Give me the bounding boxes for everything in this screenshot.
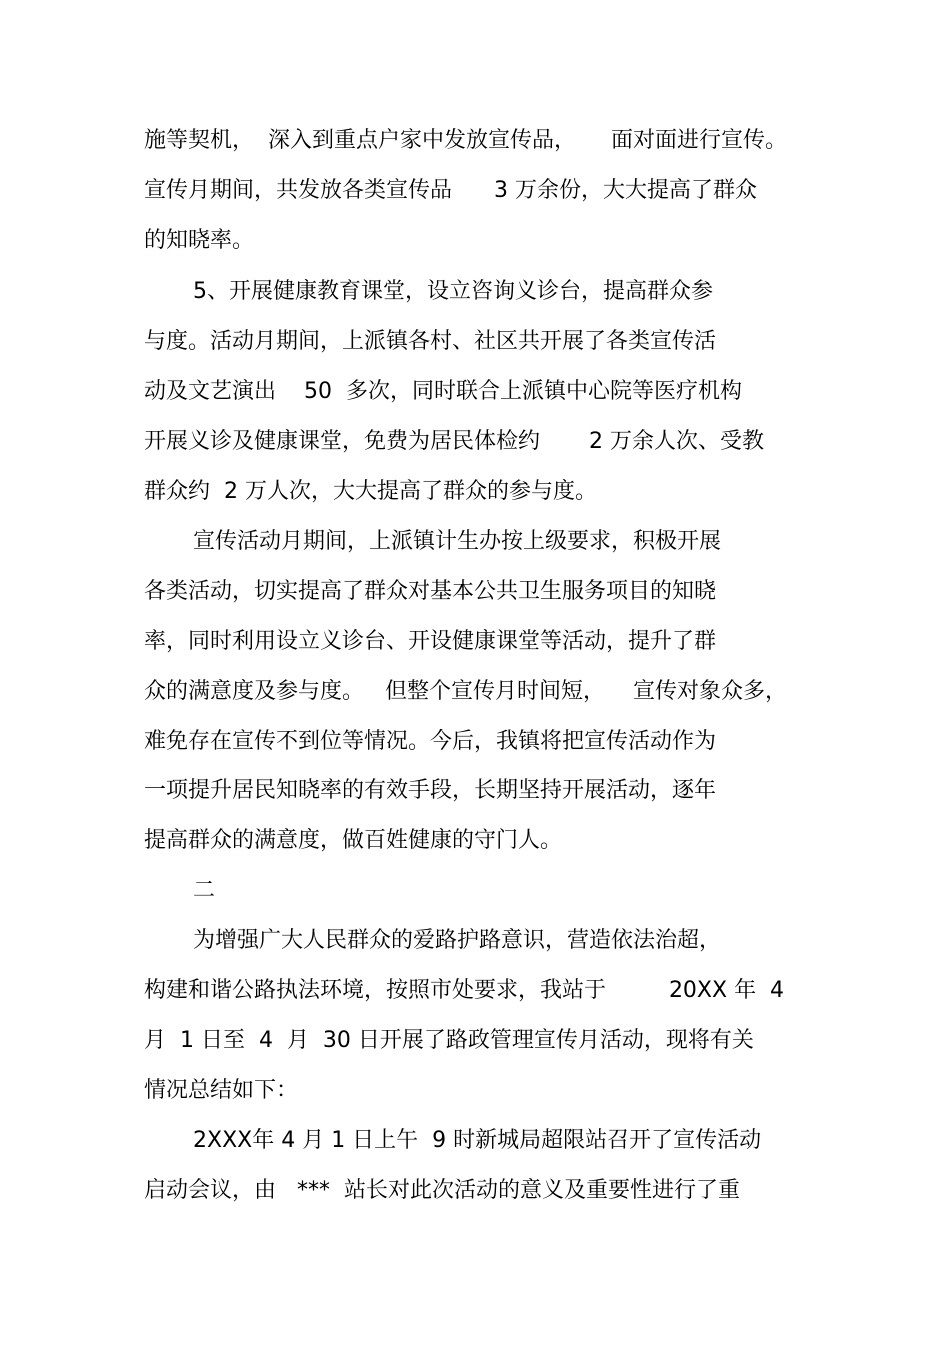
text-line: 情况总结如下：	[144, 1078, 299, 1103]
text-line: 提高群众的满意度，做百姓健康的守门人。	[144, 828, 563, 853]
text-line: 构建和谐公路执法环境，按照市处要求，我站于 20XX 年 4	[144, 978, 785, 1003]
text-line: 2XXX年 4 月 1 日上午 9 时新城局超限站召开了宣传活动	[193, 1128, 762, 1153]
text-line: 启动会议，由 *** 站长对此次活动的意义及重要性进行了重	[144, 1178, 740, 1203]
text-line: 率，同时利用设立义诊台、开设健康课堂等活动，提升了群	[144, 629, 717, 654]
text-line: 难免存在宣传不到位等情况。今后，我镇将把宣传活动作为	[144, 729, 717, 754]
section-number: 二	[193, 878, 216, 903]
text-line: 为增强广大人民群众的爱路护路意识，营造依法治超，	[193, 928, 722, 953]
text-line: 5、开展健康教育课堂，设立咨询义诊台，提高群众参	[193, 279, 713, 304]
text-line: 一项提升居民知晓率的有效手段，长期坚持开展活动，逐年	[144, 778, 717, 803]
text-line: 众的满意度及参与度。 但整个宣传月时间短， 宣传对象众多，	[144, 679, 787, 704]
text-line: 开展义诊及健康课堂，免费为居民体检约 2 万余人次、受教	[144, 429, 764, 454]
text-line: 宣传月期间，共发放各类宣传品 3 万余份，大大提高了群众	[144, 178, 757, 203]
text-line: 施等契机， 深入到重点户家中发放宣传品， 面对面进行宣传。	[144, 128, 787, 153]
text-line: 的知晓率。	[144, 228, 255, 253]
text-line: 月 1 日至 4 月 30 日开展了路政管理宣传月活动，现将有关	[144, 1028, 754, 1053]
text-line: 群众约 2 万人次，大大提高了群众的参与度。	[144, 479, 597, 504]
text-line: 动及文艺演出 50 多次，同时联合上派镇中心院等医疗机构	[144, 379, 742, 404]
text-line: 与度。活动月期间，上派镇各村、社区共开展了各类宣传活	[144, 329, 717, 354]
text-line: 宣传活动月期间，上派镇计生办按上级要求，积极开展	[193, 529, 722, 554]
text-line: 各类活动，切实提高了群众对基本公共卫生服务项目的知晓	[144, 579, 717, 604]
